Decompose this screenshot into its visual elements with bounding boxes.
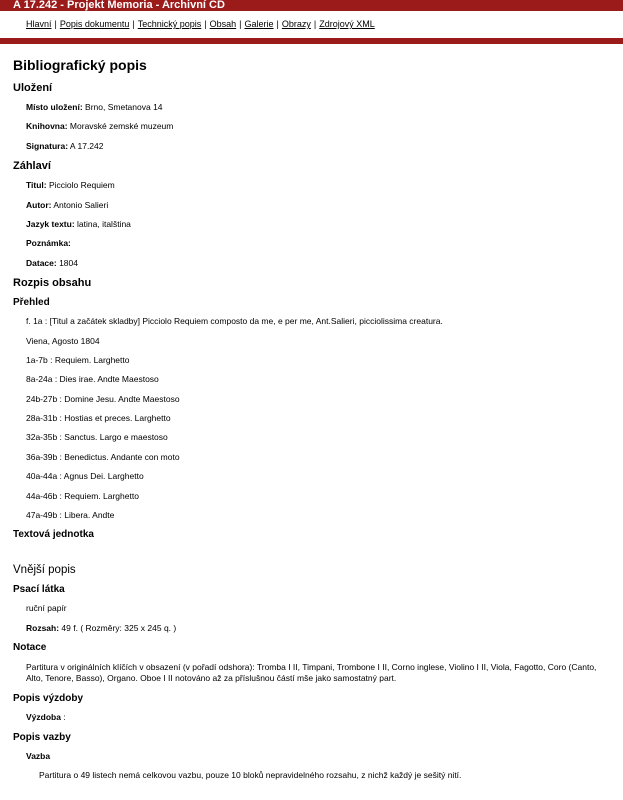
field-value: Antonio Salieri: [51, 199, 109, 210]
nav-separator: |: [204, 19, 207, 29]
window-title-bar: [0, 0, 623, 11]
subsection-heading-popis-vazby: Popis vazby: [13, 731, 71, 743]
field-label: Poznámka:: [26, 238, 71, 249]
field-titul: [13, 176, 613, 195]
nav-link-technicky-popis[interactable]: Technický popis: [137, 19, 202, 29]
field-psaci-latka: ruční papír: [26, 603, 67, 614]
subsection-heading-prehled: Přehled: [13, 297, 50, 309]
field-value: A 17.242: [68, 140, 104, 151]
subsection-heading-textova-jednotka: Textová jednotka: [13, 529, 94, 541]
contents-list: [13, 312, 613, 525]
header-divider: [0, 38, 623, 44]
field-value: :: [60, 712, 66, 723]
subsection-heading-vazba: [13, 747, 613, 766]
field-value: 1804: [56, 257, 78, 268]
list-item: 24b-27b : Domine Jesu. Andte Maestoso: [26, 393, 180, 404]
list-item: 36a-39b : Benedictus. Andante con moto: [26, 451, 180, 462]
section-heading-rozpis-obsahu: Rozpis obsahu: [13, 277, 92, 290]
field-signatura: [13, 137, 613, 156]
nav-separator: |: [276, 19, 279, 29]
subsection-heading-psaci-latka: Psací látka: [13, 584, 65, 596]
section-heading-vnejsi-popis: Vnější popis: [13, 564, 76, 577]
list-item: 44a-46b : Requiem. Larghetto: [26, 490, 139, 501]
nav-link-obsah[interactable]: Obsah: [209, 19, 237, 29]
field-label: Místo uložení:: [26, 102, 83, 112]
field-poznamka: [13, 234, 613, 253]
field-value: Brno, Smetanova 14: [82, 102, 163, 112]
nav-link-zdrojovy-xml[interactable]: Zdrojový XML: [319, 19, 375, 29]
list-item: 40a-44a : Agnus Dei. Larghetto: [26, 471, 144, 482]
subsection-heading-notace: Notace: [13, 642, 47, 654]
field-autor: [13, 196, 613, 215]
subsection-heading-popis-vyzdoby: Popis výzdoby: [13, 693, 84, 705]
field-label: Autor:: [26, 199, 52, 210]
field-misto-ulozeni: [13, 98, 613, 117]
section-heading-ulozeni: Uložení: [13, 82, 53, 94]
list-item: 1a-7b : Requiem. Larghetto: [26, 354, 130, 365]
field-value: latina, italština: [74, 218, 131, 229]
main-content: [0, 52, 623, 785]
field-label: Vazba: [26, 750, 51, 761]
nav-separator: |: [239, 19, 242, 29]
nav-link-popis-dokumentu[interactable]: Popis dokumentu: [59, 19, 130, 29]
nav-link-hlavni[interactable]: Hlavní: [26, 19, 52, 29]
field-value: 49 f. ( Rozměry: 325 x 245 q. ): [59, 622, 177, 633]
list-item: 8a-24a : Dies irae. Andte Maestoso: [26, 374, 159, 385]
field-rozsah: [13, 619, 613, 638]
list-item: Viena, Agosto 1804: [26, 335, 100, 346]
field-knihovna: [13, 117, 613, 136]
field-datace: [13, 254, 613, 273]
nav-separator: |: [54, 19, 57, 29]
list-item: 28a-31b : Hostias et preces. Larghetto: [26, 413, 171, 424]
field-value: Picciolo Requiem: [46, 180, 115, 191]
field-label: Knihovna:: [26, 121, 68, 132]
field-label: Datace:: [26, 257, 57, 268]
nav-separator: |: [132, 19, 135, 29]
top-navigation: [0, 11, 623, 38]
section-heading-zahlavi: Záhlaví: [13, 160, 51, 173]
field-label: Titul:: [26, 180, 47, 191]
list-item: 47a-49b : Libera. Andte: [26, 510, 115, 521]
field-value: Moravské zemské muzeum: [67, 121, 174, 132]
nav-link-galerie[interactable]: Galerie: [244, 19, 274, 29]
field-label: Jazyk textu:: [26, 218, 75, 229]
window-title: A 17.242 - Projekt Memoria - Archivní CD: [13, 0, 225, 11]
notace-text: Partitura v originálních klíčích v obsazení (v pořadí odshora): Tromba I II, Timpani, Trombone I II, Corno inglese, Violino I II, Viola, Fagotto, Coro (Canto, Alto, Tenore, Basso), Organo. Oboe I II notováno až za příslušnou částí mše jako samostatný part.: [26, 662, 597, 684]
field-label: Výzdoba: [26, 712, 61, 723]
nav-link-obrazy[interactable]: Obrazy: [281, 19, 311, 29]
page-title: Bibliografický popis: [13, 57, 147, 73]
field-label: Rozsah:: [26, 622, 60, 633]
field-label: Signatura:: [26, 140, 69, 151]
field-vyzdoba: [13, 708, 613, 727]
list-item: 32a-35b : Sanctus. Largo e maestoso: [26, 432, 168, 443]
spacer: [13, 544, 613, 560]
nav-separator: |: [313, 19, 317, 29]
vazba-text: Partitura o 49 listech nemá celkovou vazbu, pouze 10 bloků nepravidelného rozsahu, z nichž každý je sešitý nití.: [39, 769, 462, 780]
field-jazyk-textu: [13, 215, 613, 234]
list-item: f. 1a : [Titul a začátek skladby] Picciolo Requiem composto da me, e per me, Ant.Salieri, picciolissima creatura.: [26, 316, 443, 327]
